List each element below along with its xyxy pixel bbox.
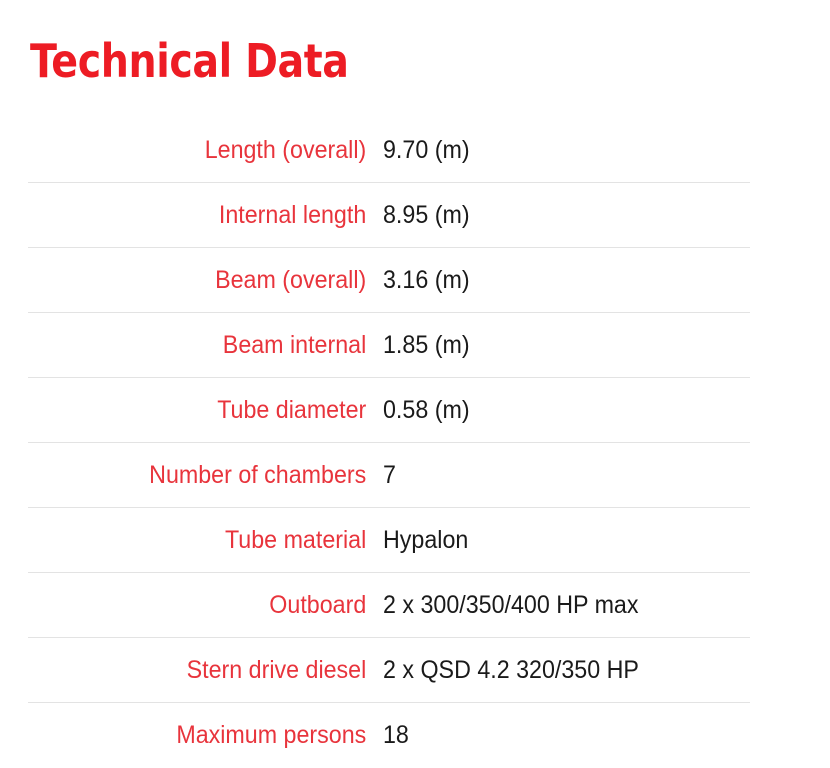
spec-value [383,313,750,378]
spec-label: Internal length [218,200,367,229]
table-row [28,313,750,378]
spec-label: Beam (overall) [215,265,367,294]
spec-label: Number of chambers [149,460,367,489]
table-row [28,118,750,183]
spec-value [383,248,750,313]
spec-label: Length (overall) [204,135,367,164]
spec-value-text: 18 [383,720,409,749]
spec-value [383,638,750,703]
table-row [28,703,750,768]
spec-value [383,443,750,508]
table-row [28,378,750,443]
specifications-table [28,118,750,767]
spec-label: Maximum persons [176,720,367,749]
spec-value-text: 0.58 (m) [383,395,470,424]
spec-value [383,118,750,183]
table-row [28,248,750,313]
spec-label: Stern drive diesel [186,655,367,684]
spec-label: Tube diameter [217,395,367,424]
spec-value [383,573,750,638]
spec-value-text: 8.95 (m) [383,200,470,229]
spec-value [383,703,750,768]
spec-label: Tube material [224,525,367,554]
spec-value [383,508,750,573]
spec-value-text: 7 [383,460,396,489]
table-row [28,183,750,248]
table-row [28,443,750,508]
table-row [28,638,750,703]
table-row [28,508,750,573]
specifications-table-body [28,118,750,767]
spec-value-text: 9.70 (m) [383,135,470,164]
spec-value-text: 1.85 (m) [383,330,470,359]
spec-value [383,378,750,443]
spec-value-text: 3.16 (m) [383,265,470,294]
spec-value-text: 2 x 300/350/400 HP max [383,590,639,619]
table-row [28,573,750,638]
page-title: Technical Data [30,34,349,88]
spec-label: Beam internal [222,330,367,359]
spec-value-text: 2 x QSD 4.2 320/350 HP [383,655,639,684]
spec-value [383,183,750,248]
spec-label: Outboard [269,590,367,619]
spec-value-text: Hypalon [383,525,469,554]
